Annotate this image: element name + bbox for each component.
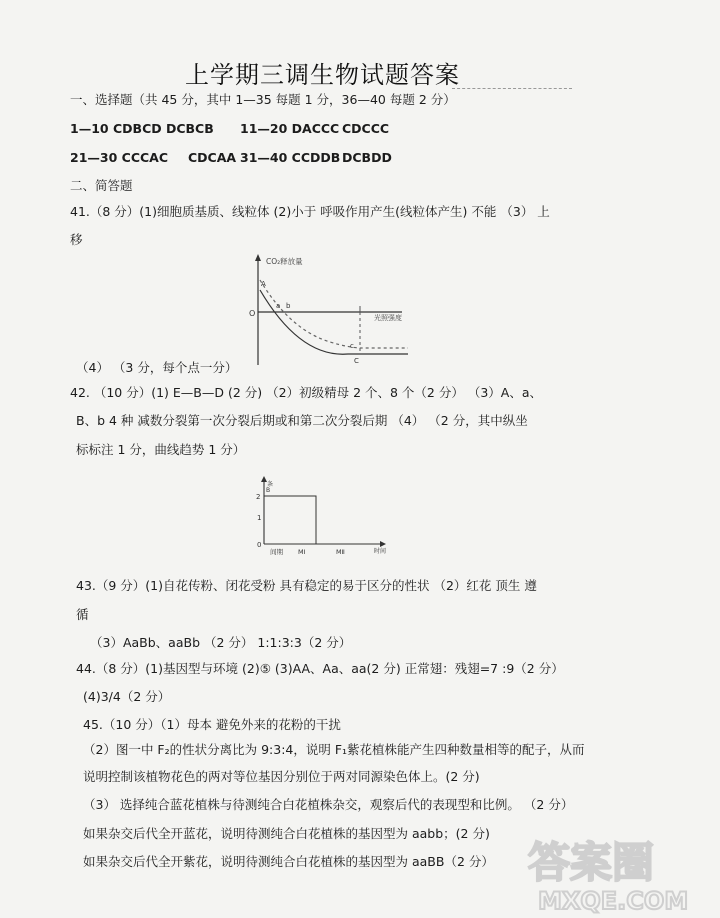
answer-row-31-40-label: 31—40 CCDDB [240, 150, 341, 165]
graph2-ylabel: 条 [267, 481, 274, 488]
answer-row-1-10: CDBCD DCBCB [113, 121, 214, 136]
section-1-heading: 一、选择题（共 45 分，其中 1—35 每题 1 分，36—40 每题 2 分） [70, 92, 456, 107]
watermark-line-1: 答案圈 [528, 838, 655, 887]
q41-line-2: 移 [70, 232, 83, 247]
answer-row-21-30: CDCAA [188, 150, 237, 165]
graph2-xtick-interphase: 间期 [270, 548, 283, 556]
answer-row-31-40: DCBDD [342, 150, 392, 165]
page-title: 上学期三调生物试题答案 [185, 61, 460, 89]
graph1-solid-curve [260, 290, 408, 354]
graph1-ylabel: CO₂释放量 [266, 257, 303, 266]
q45-line-2: （2）图一中 F₂的性状分离比为 9:3:4，说明 F₁紫花植株能产生四种数量相等的配子，从而 [83, 742, 585, 757]
co2-light-graph [230, 250, 440, 370]
answer-row-21-30-label: 21—30 CCCAC [70, 150, 169, 165]
graph2-x-arrow [380, 541, 386, 547]
q45-line-1: 45.（10 分）（1）母本 避免外来的花粉的干扰 [83, 717, 341, 732]
answer-row-1-10-label: 1—10 [70, 121, 109, 136]
graph1-label-b: b [286, 302, 291, 310]
q43-line-2: 循 [76, 607, 89, 622]
watermark-line-2: MXQE.COM [538, 887, 689, 915]
graph1-origin: O [249, 309, 256, 318]
graph1-label-C: C [354, 357, 359, 365]
q42-line-1: 42. （10 分）(1) E—B—D (2 分) （2）初级精母 2 个、8 个（2 分） （3）A、a、 [70, 385, 542, 400]
graph1-xlabel: 光照强度 [374, 314, 402, 322]
q45-line-5: 如果杂交后代全开蓝花，说明待测纯合白花植株的基因型为 aabb；(2 分) [83, 826, 490, 841]
graph2-tick-1: 1 [257, 514, 262, 522]
watermark-logo [520, 825, 710, 915]
graph1-label-c: c [350, 342, 354, 350]
graph2-xtick-m1: MⅠ [298, 548, 306, 556]
graph1-label-a: a [276, 302, 281, 310]
q42-line-3: 标标注 1 分，曲线趋势 1 分） [76, 442, 246, 457]
graph2-curve [264, 496, 316, 544]
answer-row-11-20: CDCCC [342, 121, 390, 136]
graph2-xtick-m2: MⅡ [336, 548, 345, 556]
graph2-xlabel: 时间 [374, 548, 387, 555]
q45-line-3: 说明控制该植物花色的两对等位基因分别位于两对同源染色体上。(2 分) [83, 769, 480, 784]
graph1-y-arrow [255, 254, 261, 261]
q41-line-3: （4） （3 分，每个点一分） [76, 360, 238, 375]
graph2-tick-0: 0 [257, 541, 262, 549]
q41-line-1: 41.（8 分）(1)细胞质基质、线粒体 (2)小于 呼吸作用产生(线粒体产生) 不能 （3） 上 [70, 204, 550, 219]
q44-line-2: (4)3/4（2 分） [83, 689, 171, 704]
q45-line-6: 如果杂交后代全开紫花，说明待测纯合白花植株的基因型为 aaBB（2 分） [83, 854, 494, 869]
q42-line-2: B、b 4 种 减数分裂第一次分裂后期或和第二次分裂后期 （4） （2 分，其中纵坐 [76, 413, 528, 428]
answer-row-11-20-label: 11—20 DACCC [240, 121, 340, 136]
q45-line-4: （3） 选择纯合蓝花植株与待测纯合白花植株杂交，观察后代的表现型和比例。 （2 分） [83, 797, 574, 812]
q43-line-1: 43.（9 分）(1)自花传粉、闭花受粉 具有稳定的易于区分的性状 （2）红花 顶生 遵 [76, 578, 537, 593]
q44-line-1: 44.（8 分）(1)基因型与环境 (2)⑤ (3)AA、Aa、aa(2 分) 正常翅：残翅=7 :9（2 分） [76, 661, 564, 676]
graph2-tick-B: B [266, 487, 271, 494]
q43-line-3: （3）AaBb、aaBb （2 分） 1:1:3:3（2 分） [90, 635, 352, 650]
graph2-tick-2: 2 [256, 493, 261, 501]
stamp-mark [452, 62, 572, 89]
chromosome-graph [248, 474, 398, 558]
graph1-label-A: A [261, 280, 266, 288]
section-2-heading: 二、简答题 [70, 178, 133, 193]
